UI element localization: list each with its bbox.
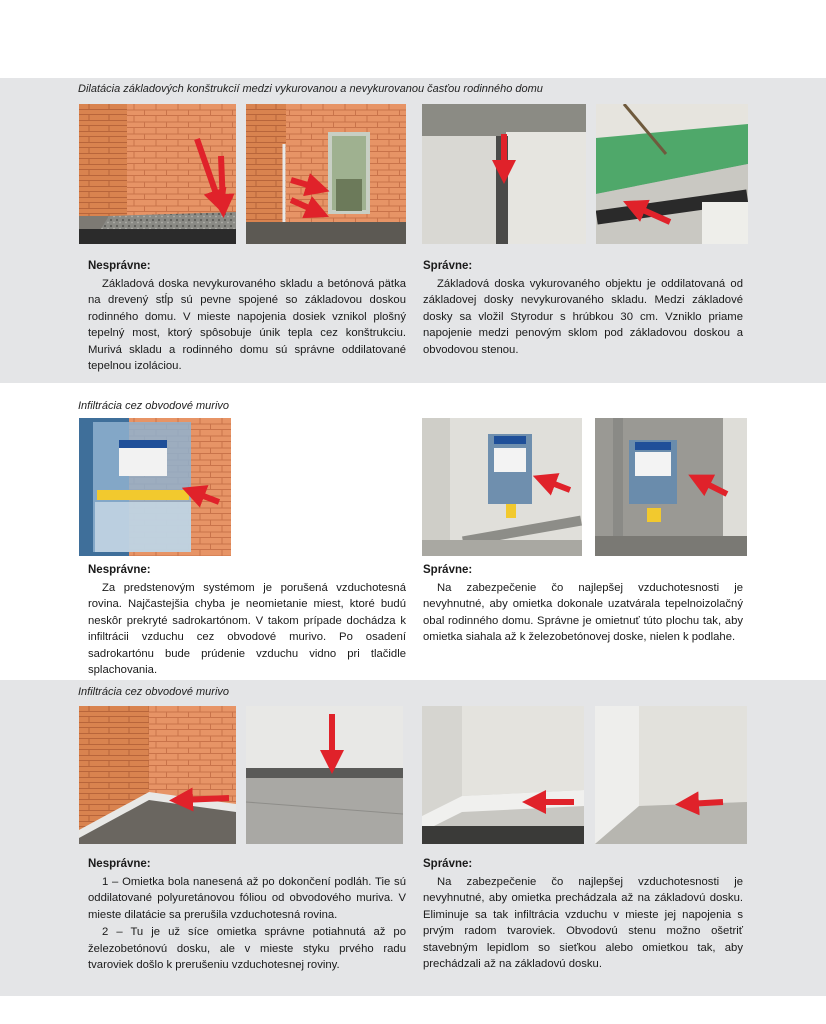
photo-wc-frame-plastered-1 (422, 418, 582, 556)
right-heading: Správne: (423, 260, 473, 272)
wrong-paragraph: Základová doska nevykurovaného skladu a betónová pätka na drevený stĺp sú pevne spojené so základovou doskou rodinného domu. V mieste napojenia dosiek vznikol plošný tepelný most, ktorý spôsobuje únik tepla cez konštrukciu. Murivá skladu a rodinného domu sú správne oddilatované tepelnou izoláciou. (88, 277, 406, 372)
section-2-wrong (88, 562, 406, 679)
photo-brick-corner-floor (79, 706, 236, 844)
right-paragraph: Na zabezpečenie čo najlepšej vzduchotesnosti je nevyhnutné, aby omietka prechádzala až na základovú dosku. Eliminuje sa tak infiltrácia vzduchu v mieste jej napojenia s prvým radom tvaroviek. Obvodovú stenu možno ošetriť stavebným lepidlom so sieťkou alebo omietkou tak, aby prechádzali až na základovú dosku. (423, 875, 743, 970)
photo-plaster-to-slab-1 (422, 706, 584, 844)
wrong-paragraph-1: 1 – Omietka bola nanesená až po dokončení podláh. Tie sú oddilatované polyuretánovou fóliou od obvodového muriva. V mieste dilatácie sa prerušila vzduchotesná rovina. (88, 875, 406, 921)
section-1-right (423, 258, 743, 358)
section-3-wrong (88, 856, 406, 974)
wrong-heading: Nesprávne: (88, 858, 151, 870)
right-heading: Správne: (423, 564, 473, 576)
right-paragraph: Na zabezpečenie čo najlepšej vzduchotesnosti je nevyhnutné, aby omietka dokonale uzatvárala tepelnoizolačný obal rodinného domu. Správne je omietnuť túto plochu tak, aby omietka siahala až k železobetónovej doske, nielen k podlahe. (423, 581, 743, 643)
section-2-title: Infiltrácia cez obvodové murivo (78, 400, 230, 412)
wrong-paragraph: Za predstenovým systémom je porušená vzduchotesná rovina. Najčastejšia chyba je neomietanie miest, ktoré budú neskôr prekryté sadrokartónom. V takom prípade dochádza k infiltrácii vzduchu cez obvodové murivo. Po osadení sadrokartónu bude prúdenie vzduchu vidno pri tlačidle splachovania. (88, 581, 406, 676)
wrong-paragraph-2: 2 – Tu je už síce omietka správne potiahnutá až po železobetónovú dosku, ale v mieste styku prvého radu tvaroviek došlo k prerušeniu vzduchotesnej roviny. (88, 926, 406, 971)
section-1-title: Dilatácia základových konštrukcií medzi vykurovanou a nevykurovanou časťou rodinného domu (78, 83, 543, 95)
right-heading: Správne: (423, 858, 473, 870)
section-1-wrong (88, 258, 406, 375)
photo-styrodur-edge (596, 104, 748, 244)
section-3-right (423, 856, 743, 973)
photo-brick-doorway (246, 104, 406, 244)
wrong-heading: Nesprávne: (88, 564, 151, 576)
photo-brick-wall-slab (79, 104, 236, 244)
section-3-title: Infiltrácia cez obvodové murivo (78, 686, 230, 698)
photo-plaster-floor-gap (246, 706, 403, 844)
photo-wc-frame-unplastered (79, 418, 231, 556)
photo-slab-joint (422, 104, 586, 244)
section-2-right (423, 562, 743, 646)
right-paragraph: Základová doska vykurovaného objektu je oddilatovaná od základovej dosky nevykurovaného skladu. Medzi základové dosky sa vložil Styrodur s hrúbkou 30 cm. Vzniklo priame napojenie medzi penovým sklom pod základovou doskou a obvodovou stenou. (423, 277, 743, 356)
photo-plaster-to-slab-2 (595, 706, 747, 844)
photo-wc-frame-plastered-2 (595, 418, 747, 556)
wrong-heading: Nesprávne: (88, 260, 151, 272)
